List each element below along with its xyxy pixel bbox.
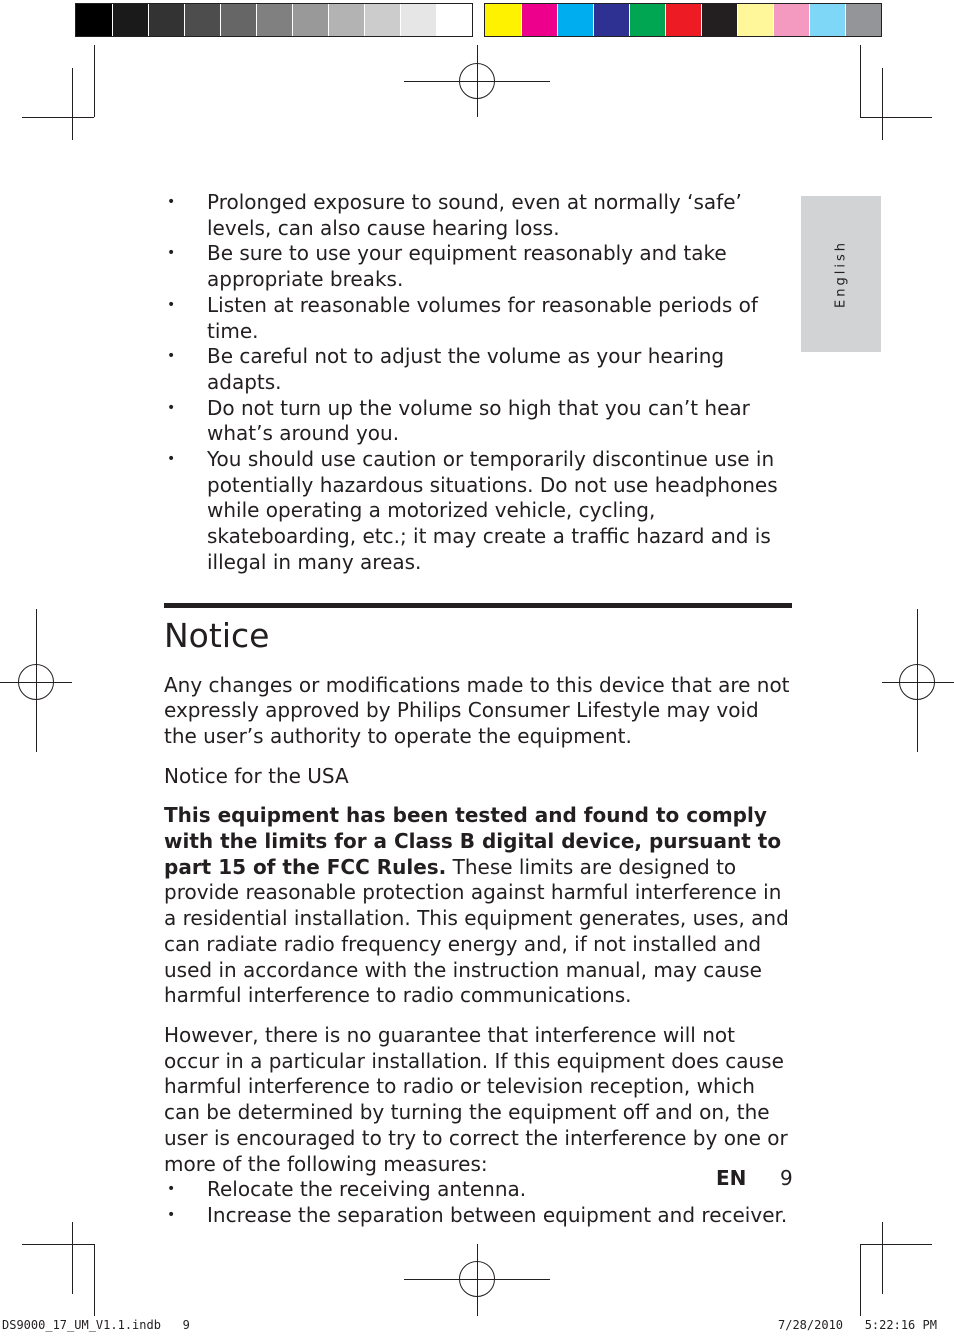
color-swatch [220,4,256,36]
color-swatch [184,4,220,36]
notice-intro: Any changes or modifications made to this device that are not expressly approved by Philips Consumer Lifestyle may void the user’s authority to operate the equipment. [164,672,790,748]
color-swatch [593,4,629,36]
language-tab [801,196,881,352]
color-swatch [148,4,184,36]
section-divider [164,603,792,608]
measures-list [164,1177,792,1228]
list-item: • You should use caution or temporarily discontinue use in potentially hazardous situations. Do not use headphones while operating a motorized vehicle, cycling, skateboarding, etc.; it may create a traffic hazard and is illegal in many areas. [164,447,792,576]
color-swatch [76,4,112,36]
color-swatch [292,4,328,36]
language-tab-label: English [833,240,849,308]
color-swatch [521,4,557,36]
list-item: • Relocate the receiving antenna. [164,1177,792,1203]
slug-timestamp: 7/28/2010 5:22:16 PM [778,1318,937,1332]
page-footer [716,1166,793,1190]
list-item: • Increase the separation between equipment and receiver. [164,1203,792,1229]
slug-file-name: DS9000_17_UM_V1.1.indb 9 [2,1318,190,1332]
color-swatch [400,4,436,36]
language-code: EN [716,1166,747,1190]
fcc-body-text: These limits are designed to provide reasonable protection against harmful interference in a residential installation. This equipment generates, uses, and can radiate radio frequency energy and, if not installed and used in accordance with the instruction manual, may cause harmful interference to radio communications. [164,854,789,1008]
guarantee-paragraph: However, there is no guarantee that interference will not occur in a particular installation. If this equipment does cause harmful interference to radio or television reception, which can be determined by turning the equipment off and on, the user is encouraged to try to correct the interference by one or more of the following measures: [164,1022,788,1176]
page-number: 9 [780,1166,793,1190]
color-swatch [665,4,701,36]
process-color-bar [484,3,882,37]
grayscale-color-bar [75,3,473,37]
fcc-compliance-statement: This equipment has been tested and found to comply with the limits for a Class B digital device, pursuant to part 15 of the FCC Rules. [164,803,782,879]
color-swatch [845,4,881,36]
color-swatch [436,4,472,36]
color-swatch [701,4,737,36]
section-heading: Notice [164,615,270,655]
color-swatch [773,4,809,36]
color-swatch [809,4,845,36]
list-item: • Do not turn up the volume so high that you can’t hear what’s around you. [164,396,792,447]
color-swatch [629,4,665,36]
color-swatch [737,4,773,36]
safety-bullet-list [164,190,792,576]
page-content [164,190,792,1229]
list-item: • Be sure to use your equipment reasonably and take appropriate breaks. [164,241,792,292]
list-item: • Be careful not to adjust the volume as your hearing adapts. [164,344,792,395]
usa-subheading: Notice for the USA [164,763,349,788]
list-item: • Listen at reasonable volumes for reasonable periods of time. [164,293,792,344]
fcc-paragraph [164,803,792,1009]
color-swatch [328,4,364,36]
color-swatch [485,4,521,36]
color-swatch [112,4,148,36]
color-swatch [557,4,593,36]
list-item: • Prolonged exposure to sound, even at normally ‘safe’ levels, can also cause hearing loss. [164,190,792,241]
color-swatch [364,4,400,36]
color-swatch [256,4,292,36]
